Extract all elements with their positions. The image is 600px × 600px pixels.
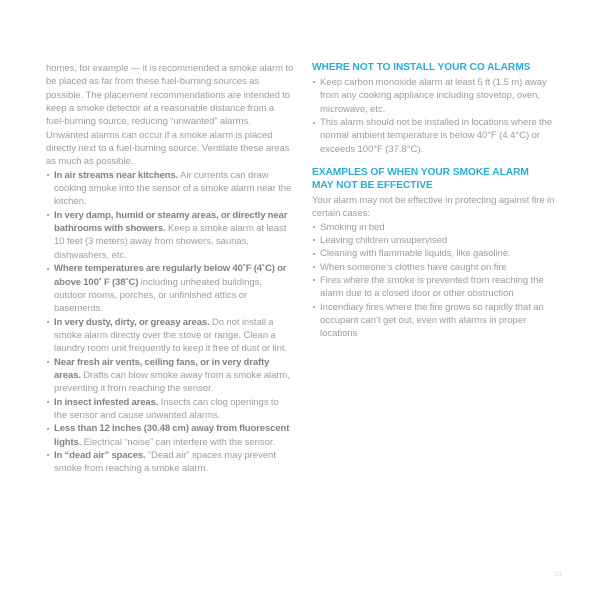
- bullet-lead: Less than 12 inches (30.48 cm) away from fluorescent lights.: [54, 423, 290, 448]
- page-number: 23: [554, 571, 562, 578]
- bullet-body: Drafts can blow smoke away from a smoke alarm, preventing it from reaching the sensor.: [54, 369, 290, 395]
- list-item: [312, 261, 558, 274]
- bullet-paragraph: [54, 169, 294, 209]
- bullet-body: Air currents can draw cooking smoke into the sensor of a smoke alarm near the kitchen.: [54, 169, 292, 208]
- section-heading-co-alarms: WHERE NOT TO INSTALL YOUR CO ALARMS: [311, 62, 531, 73]
- bullet-paragraph: [54, 262, 294, 315]
- bullet-paragraph: This alarm should not be installed in locations where the normal ambient temperature is below 40°F (4.4°C) or exceeds 100°F (37.8°C).: [319, 117, 553, 155]
- bullet-paragraph: [54, 316, 294, 356]
- co-alarm-bullet-list: [312, 76, 558, 156]
- list-item: [46, 396, 294, 423]
- list-item: [312, 247, 558, 260]
- bullet-body: Electrical “noise” can interfere with the sensor.: [81, 436, 276, 448]
- list-item: [312, 116, 558, 156]
- bullet-paragraph: [54, 209, 294, 262]
- list-item: [312, 76, 558, 116]
- two-column-body: [46, 62, 558, 476]
- bullet-paragraph: [54, 356, 294, 396]
- list-item: [312, 234, 558, 247]
- list-item: [46, 316, 294, 356]
- bullet-paragraph: [54, 422, 294, 449]
- bullet-lead: In very damp, humid or steamy areas, or directly near bathrooms with showers.: [54, 209, 288, 235]
- bullet-paragraph: Leaving children unsupervised: [319, 234, 448, 246]
- bullet-lead: Where temperatures are regularly below 40˚F (4˚C) or above 100˚ F (38˚C): [54, 263, 287, 288]
- bullet-body: including unheated buildings, outdoor rooms, porches, or unfinished attics or basements.: [54, 276, 262, 315]
- bullet-body: Keep a smoke alarm at least 10 feet (3 meters) away from showers, saunas, dishwashers, etc.: [54, 223, 287, 261]
- bullet-paragraph: Keep carbon monoxide alarm at least 5 ft (1.5 m) away from any cooking appliance including stovetop, oven, microwave, etc.: [319, 77, 547, 115]
- examples-intro-paragraph: Your alarm may not be effective in protecting against fire in certain cases:: [311, 194, 555, 220]
- section-heading-examples-line1: EXAMPLES OF WHEN YOUR SMOKE ALARM: [311, 167, 529, 179]
- bullet-lead: In air streams near kitchens.: [54, 169, 179, 181]
- where-not-to-install-smoke-alarm-list: [46, 169, 294, 476]
- bullet-body: Do not install a smoke alarm directly over the stove or range. Clean a laundry room unit frequently to keep it free of dust or lint.: [54, 316, 288, 355]
- bullet-paragraph: When someone’s clothes have caught on fire: [319, 261, 507, 273]
- bullet-lead: In very dusty, dirty, or greasy areas.: [54, 316, 210, 328]
- bullet-lead: In “dead air” spaces.: [54, 449, 146, 461]
- list-item: [46, 356, 294, 396]
- bullet-body: Insects can clog openings to the sensor and cause unwanted alarms.: [54, 396, 279, 421]
- bullet-paragraph: Incendiary fires where the fire grows so rapidly that an occupant can’t get out, even with alarms in proper locations: [319, 301, 544, 340]
- list-item: [46, 449, 294, 476]
- intro-paragraph: homes, for example — it is recommended a smoke alarm to be placed as far from these fuel-burning sources as possible. The placement recommendations are intended to keep a smoke detector at a reasonable distance from a fuel-burning source, reducing “unwanted” alarms. Unwanted alarms can occur if a smoke alarm is placed directly next to a fuel-burning source. Ventilate these areas as much as possible.: [46, 63, 294, 168]
- list-item: [312, 221, 558, 234]
- left-column: [46, 62, 294, 476]
- examples-bullet-list: [312, 221, 558, 341]
- spacer: [312, 156, 558, 167]
- bullet-paragraph: Fires where the smoke is prevented from reaching the alarm due to a closed door or other obstruction: [319, 274, 544, 300]
- bullet-lead: Near fresh air vents, ceiling fans, or in very drafty areas.: [54, 356, 270, 381]
- bullet-paragraph: [54, 396, 294, 423]
- list-item: [46, 169, 294, 209]
- right-column: [312, 62, 558, 476]
- bullet-paragraph: Smoking in bed: [319, 221, 385, 233]
- bullet-paragraph: [54, 449, 294, 476]
- list-item: [312, 301, 558, 341]
- list-item: [46, 262, 294, 315]
- list-item: [46, 422, 294, 449]
- list-item: [312, 274, 558, 301]
- list-item: [46, 209, 294, 262]
- bullet-lead: In insect infested areas.: [54, 396, 159, 408]
- bullet-paragraph: Cleaning with flammable liquids, like gasoline.: [319, 248, 511, 260]
- section-heading-examples-line2: MAY NOT BE EFFECTIVE: [311, 179, 433, 191]
- bullet-body: “Dead air” spaces may prevent smoke from reaching a smoke alarm.: [54, 449, 276, 475]
